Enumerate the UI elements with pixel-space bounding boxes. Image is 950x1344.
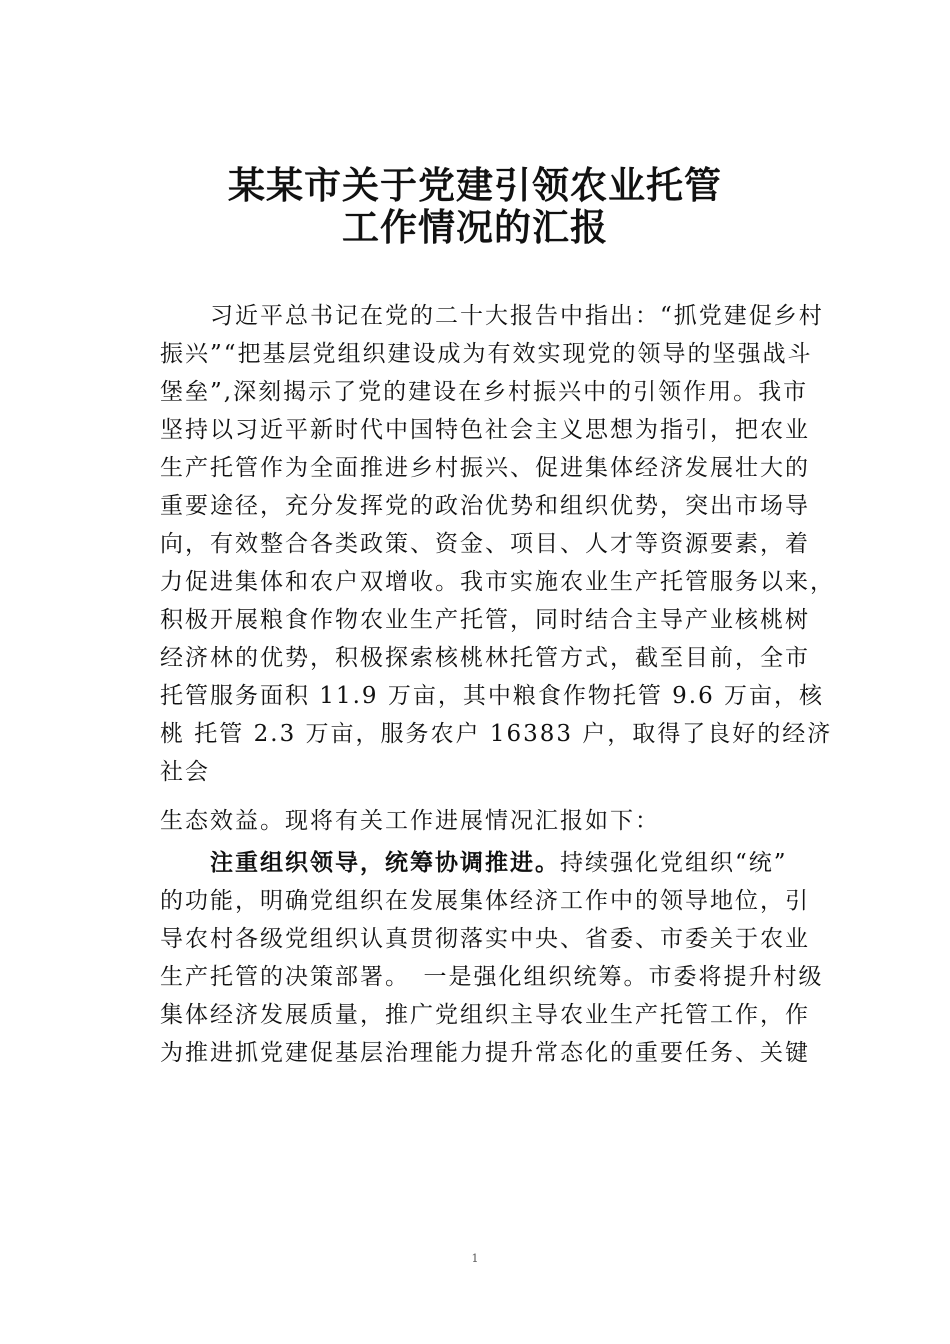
intro-line-13: 社会 — [160, 759, 210, 785]
intro-line-5: 生产托管作为全面推进乡村振兴、促进集体经济发展壮大的 — [160, 455, 810, 481]
section-line-1 — [160, 844, 788, 882]
intro-line-1: 习近平总书记在党的二十大报告中指出：“抓党建促乡村 — [160, 303, 824, 329]
section-line-2: 的功能，明确党组织在发展集体经济工作中的领导地位，引 — [160, 888, 810, 914]
section-first-line-text: 持续强化党组织“统” — [560, 850, 788, 876]
document-title-line-2: 工作情况的汇报 — [342, 206, 608, 249]
intro-line-8: 力促进集体和农户双增收。我市实施农业生产托管服务以来， — [160, 569, 835, 595]
intro-line-4: 坚持以习近平新时代中国特色社会主义思想为指引，把农业 — [160, 417, 810, 443]
document-title-line-1: 某某市关于党建引领农业托管 — [228, 164, 722, 207]
intro-line-12: 桃 托管 2.3 万亩，服务农户 16383 户，取得了良好的经济 — [160, 721, 833, 747]
intro-line-6: 重要途径，充分发挥党的政治优势和组织优势，突出市场导 — [160, 493, 810, 519]
section-line-3: 导农村各级党组织认真贯彻落实中央、省委、市委关于农业 — [160, 926, 810, 952]
section-heading: 注重组织领导，统筹协调推进。 — [210, 850, 560, 876]
intro-line-3: 堡垒”,深刻揭示了党的建设在乡村振兴中的引领作用。我市 — [160, 379, 809, 405]
page-number: 1 — [471, 1252, 479, 1265]
intro-line-11: 托管服务面积 11.9 万亩，其中粮食作物托管 9.6 万亩，核 — [160, 683, 825, 709]
intro-line-7: 向，有效整合各类政策、资金、项目、人才等资源要素，着 — [160, 531, 810, 557]
section-line-4: 生产托管的决策部署。 一是强化组织统筹。市委将提升村级 — [160, 964, 824, 990]
intro-line-14: 生态效益。现将有关工作进展情况汇报如下： — [160, 808, 660, 834]
section-line-5: 集体经济发展质量，推广党组织主导农业生产托管工作，作 — [160, 1002, 810, 1028]
intro-line-10: 经济林的优势，积极探索核桃林托管方式，截至目前，全市 — [160, 645, 810, 671]
section-line-6: 为推进抓党建促基层治理能力提升常态化的重要任务、关键 — [160, 1040, 810, 1066]
intro-line-9: 积极开展粮食作物农业生产托管，同时结合主导产业核桃树 — [160, 607, 810, 633]
intro-line-2: 振兴”“把基层党组织建设成为有效实现党的领导的坚强战斗 — [160, 341, 813, 367]
